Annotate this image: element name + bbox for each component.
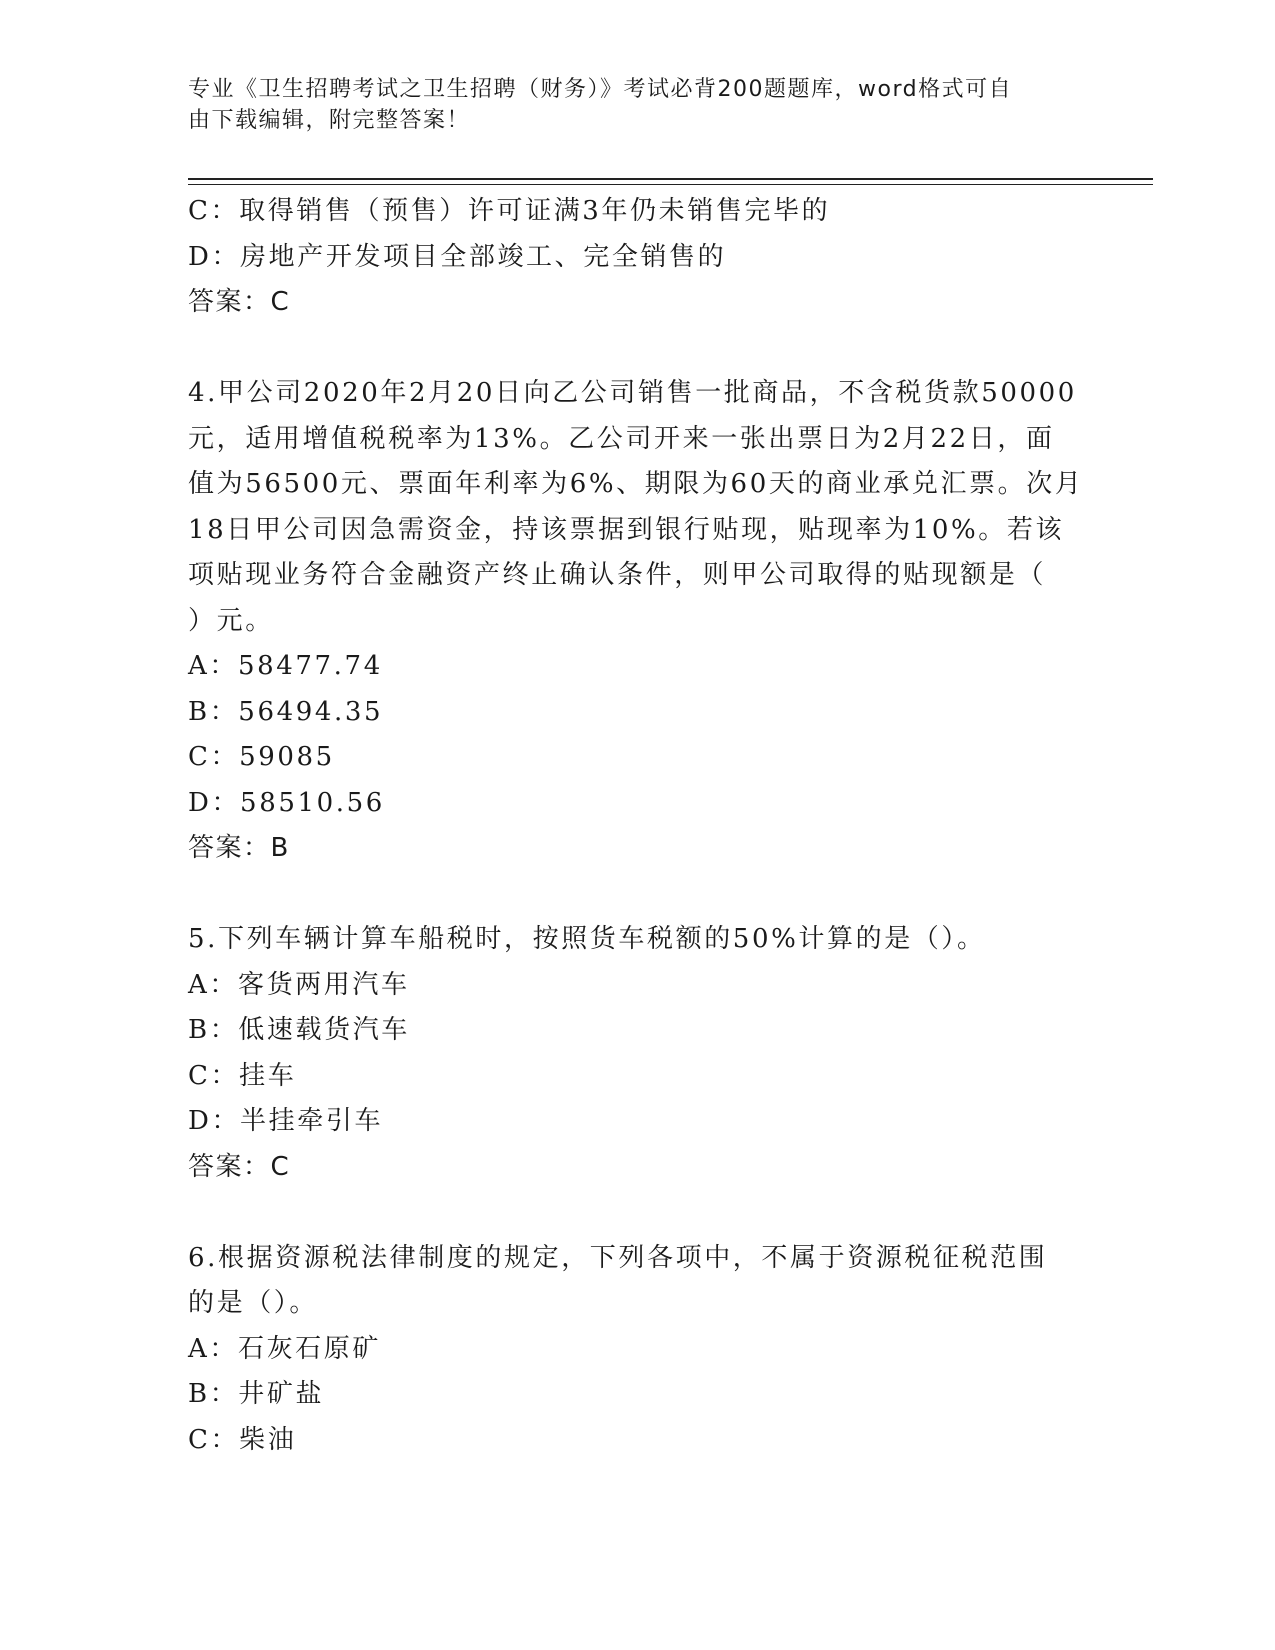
q4-answer: 答案：B [188,833,290,863]
q5-option-b: B：低速载货汽车 [188,1015,410,1045]
q4-option-b: B：56494.35 [188,696,384,727]
spacer [188,1190,1088,1236]
q5-stem: 5.下列车辆计算车船税时，按照货车税额的50%计算的是（）。 [188,924,986,954]
q5-option-c: C：挂车 [188,1060,297,1091]
spacer [188,872,1088,918]
q4-stem-line-2: 元，适用增值税税率为13%。乙公司开来一张出票日为2月22日，面 [188,423,1055,454]
q5-answer: 答案：C [188,1151,291,1182]
q4-stem-line-3: 值为56500元、票面年利率为6%、期限为60天的商业承兑汇票。次月 [188,469,1084,499]
q4-stem-line-4: 18日甲公司因急需资金，持该票据到银行贴现，贴现率为10%。若该 [188,514,1065,545]
q4-stem-line-1: 4.甲公司2020年2月20日向乙公司销售一批商品，不含税货款50000 [188,378,1077,408]
q6-stem-line-1: 6.根据资源税法律制度的规定，下列各项中，不属于资源税征税范围 [188,1242,1048,1273]
q6-stem-line-2: 的是（）。 [188,1288,319,1318]
header-title-line-2: 由下载编辑，附完整答案！ [188,108,471,133]
q4-stem-line-5: 项贴现业务符合金融资产终止确认条件，则甲公司取得的贴现额是（ [188,560,1047,590]
q5-option-d: D：半挂牵引车 [188,1106,384,1136]
q3-option-d: D：房地产开发项目全部竣工、完全销售的 [188,241,727,272]
document-header [188,74,1068,136]
q4-option-d: D：58510.56 [188,787,385,818]
q5-option-a: A：客货两用汽车 [188,969,410,1000]
question-content [188,189,1088,1463]
header-divider-thick [188,178,1153,180]
q3-option-c: C：取得销售（预售）许可证满3年仍未销售完毕的 [188,196,831,226]
q3-answer: 答案：C [188,287,291,317]
q4-stem-line-6: ）元。 [188,605,274,636]
header-divider-thin [188,184,1153,185]
q6-option-c: C：柴油 [188,1424,297,1455]
header-title-line-1: 专业《卫生招聘考试之卫生招聘（财务）》考试必背200题题库，word格式可自 [188,77,1013,102]
q6-option-b: B：井矿盐 [188,1379,325,1409]
q6-option-a: A：石灰石原矿 [188,1333,381,1364]
q4-option-a: A：58477.74 [188,651,383,681]
q4-option-c: C：59085 [188,742,335,772]
spacer [188,326,1088,372]
